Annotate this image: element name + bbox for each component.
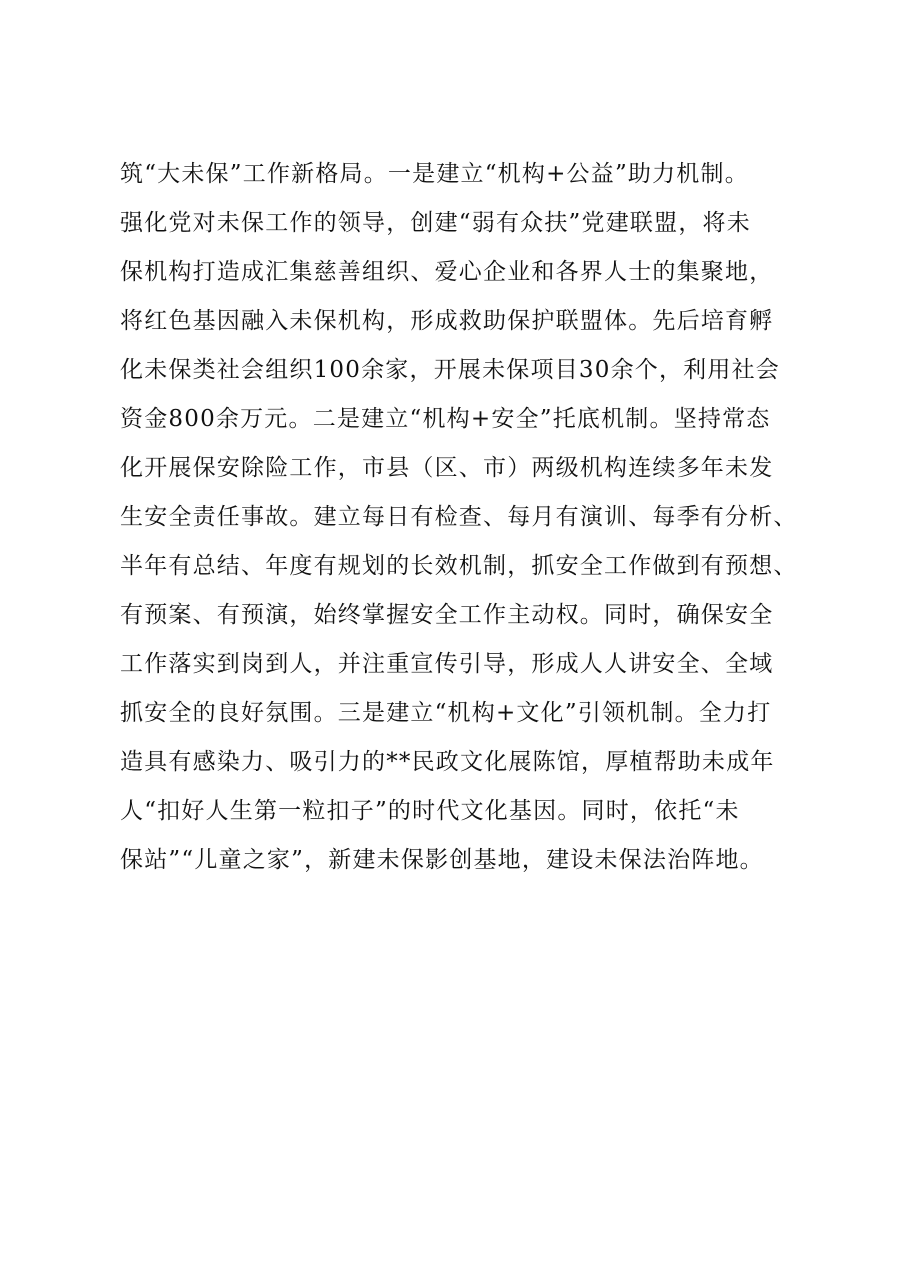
text-line: 半年有总结、年度有规划的长效机制，抓安全工作做到有预想、 bbox=[120, 553, 798, 579]
text-line: 工作落实到岗到人，并注重宣传引导，形成人人讲安全、全域 bbox=[120, 651, 774, 677]
text-line: 人“扣好人生第一粒扣子”的时代文化基因。同时，依托“未 bbox=[120, 798, 740, 824]
text-line: 保站”“儿童之家”，新建未保影创基地，建设未保法治阵地。 bbox=[120, 847, 764, 873]
text-line: 资金800余万元。二是建立“机构+安全”托底机制。坚持常态 bbox=[120, 406, 771, 432]
body-paragraph bbox=[120, 150, 820, 885]
text-line: 生安全责任事故。建立每日有检查、每月有演训、每季有分析、 bbox=[120, 504, 798, 530]
text-line: 强化党对未保工作的领导，创建“弱有众扶”党建联盟，将未 bbox=[120, 210, 751, 236]
text-line: 化开展保安除险工作，市县（区、市）两级机构连续多年未发 bbox=[120, 455, 774, 481]
text-line: 抓安全的良好氛围。三是建立“机构+文化”引领机制。全力打 bbox=[120, 700, 772, 726]
text-line: 有预案、有预演，始终掌握安全工作主动权。同时，确保安全 bbox=[120, 602, 774, 628]
text-line: 造具有感染力、吸引力的**民政文化展陈馆，厚植帮助未成年 bbox=[120, 749, 775, 775]
text-line: 化未保类社会组织100余家，开展未保项目30余个，利用社会 bbox=[120, 357, 780, 383]
text-line: 筑“大未保”工作新格局。一是建立“机构+公益”助力机制。 bbox=[120, 161, 749, 187]
text-line: 将红色基因融入未保机构，形成救助保护联盟体。先后培育孵 bbox=[120, 308, 774, 334]
text-line: 保机构打造成汇集慈善组织、爱心企业和各界人士的集聚地， bbox=[120, 259, 774, 285]
